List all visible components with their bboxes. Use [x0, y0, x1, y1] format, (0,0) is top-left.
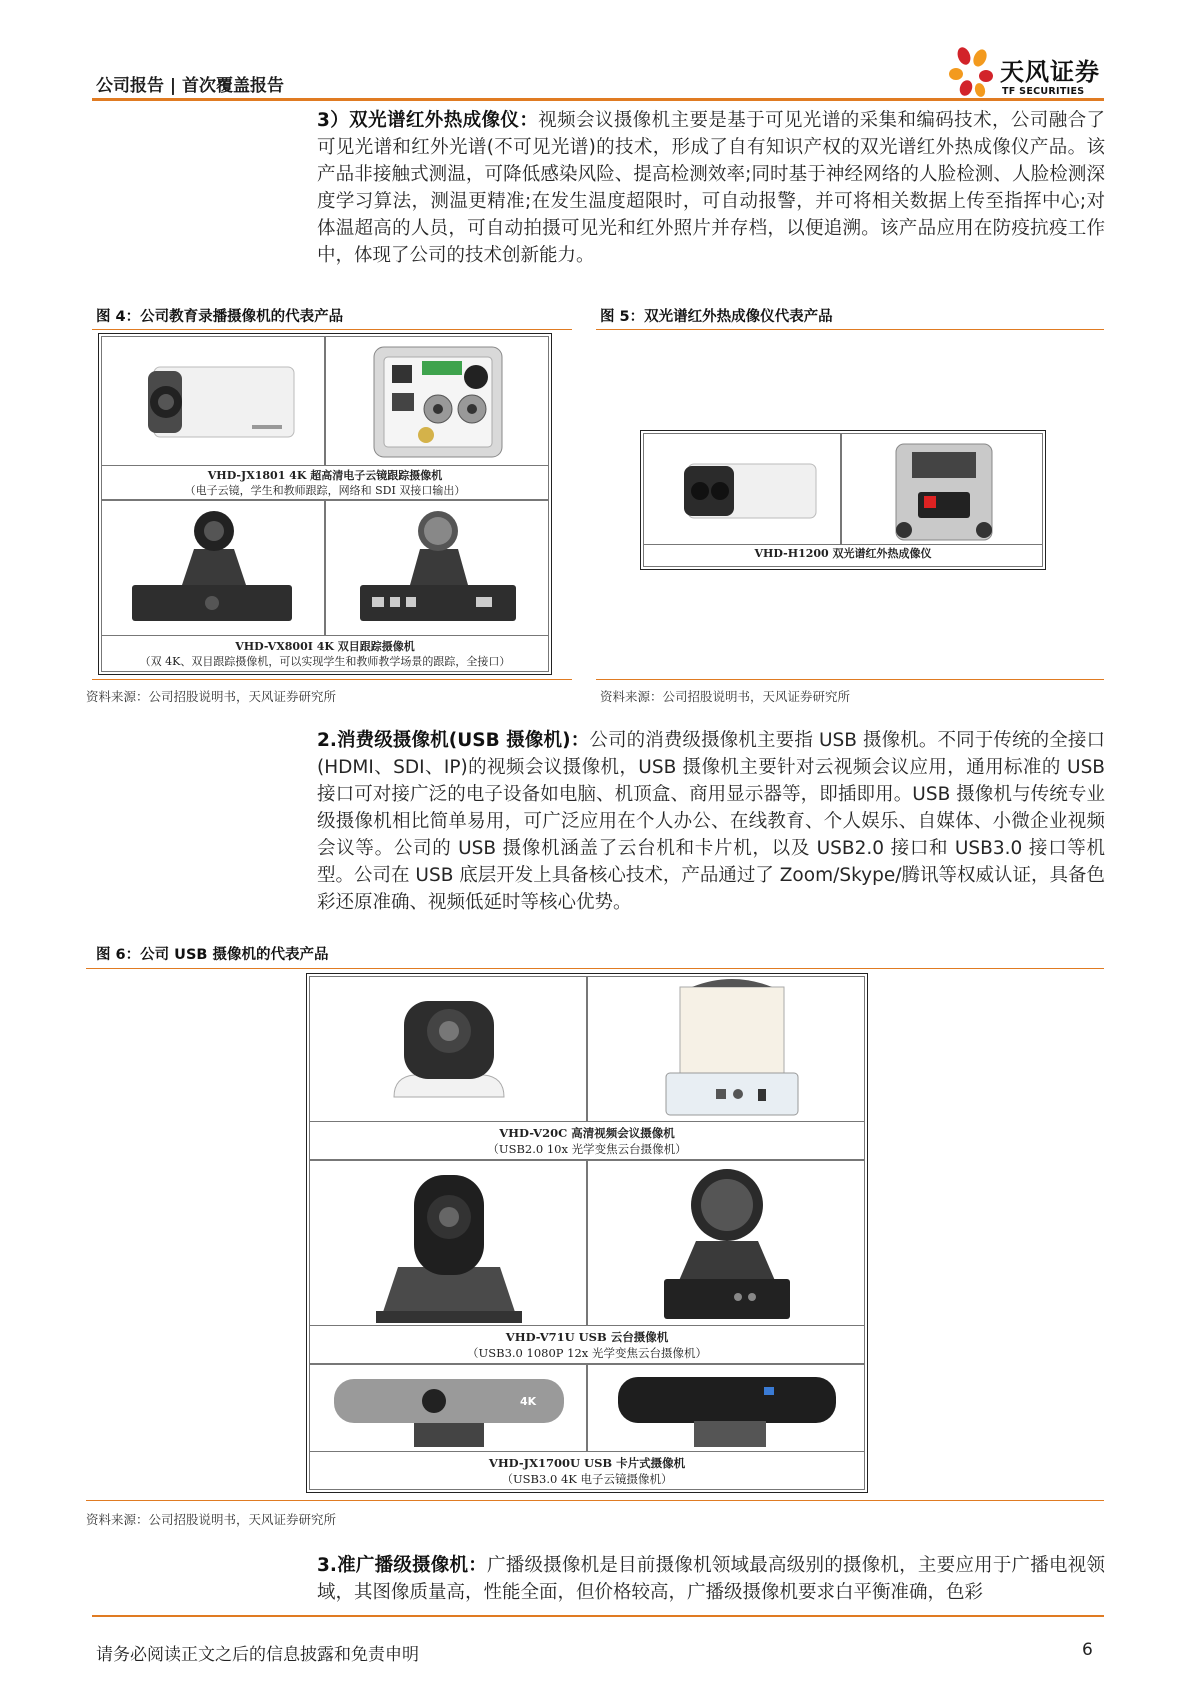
v71u-camera-icon [310, 1161, 588, 1327]
figure-5-rule [596, 329, 1104, 330]
paragraph-consumer-camera [317, 727, 1105, 916]
thermal-camera-front-photo [643, 433, 841, 545]
figure-6-label-1-box [309, 1122, 865, 1160]
v71u-camera-rear-photo [587, 1160, 865, 1326]
figure-6-label-1-title: VHD-V20C 高清视频会议摄像机 [499, 1126, 675, 1140]
ptz-camera-rear-photo [325, 500, 549, 636]
header-divider [92, 98, 1104, 101]
figure-6-label-3-box [309, 1452, 865, 1490]
figure-5-label: VHD-H1200 双光谱红外热成像仪 [643, 545, 1043, 567]
paragraph-text: 广播级摄像机是目前摄像机领域最高级别的摄像机，主要应用于广播电视领域，其图像质量高，性能全面，但价格较高，广播级摄像机要求白平衡准确，色彩 [317, 1555, 1105, 1603]
logo-flower-icon [944, 44, 1000, 100]
figure-6-label-1-sub: （USB2.0 10x 光学变焦云台摄像机） [487, 1142, 687, 1156]
v20c-camera-photo [309, 976, 587, 1122]
figure-6-rule [86, 968, 1104, 969]
jx1700u-camera-icon [310, 1365, 588, 1453]
figure-6-source: 资料来源：公司招股说明书，天风证券研究所 [86, 1512, 337, 1527]
figure-6-label-3-title: VHD-JX1700U USB 卡片式摄像机 [488, 1456, 686, 1470]
figure-4-label-1-sub: （电子云镜，学生和教师跟踪，网络和 SDI 双接口输出） [184, 484, 466, 497]
figure-4-caption: 图 4：公司教育录播摄像机的代表产品 [96, 309, 344, 325]
figure-4-source: 资料来源：公司招股说明书，天风证券研究所 [86, 689, 337, 704]
figure-6-label-3-sub: （USB3.0 4K 电子云镜摄像机） [501, 1472, 673, 1486]
logo-subtitle: TF SECURITIES [1002, 86, 1085, 97]
figure-5-caption: 图 5：双光谱红外热成像仪代表产品 [600, 309, 833, 325]
ptz-camera-rear-icon [326, 501, 550, 637]
figure-4-bottom-rule [92, 679, 572, 680]
figure-6-label-2-box [309, 1326, 865, 1364]
v71u-camera-rear-icon [588, 1161, 866, 1327]
footer-divider [92, 1615, 1104, 1617]
jx1700u-camera-photo [309, 1364, 587, 1452]
figure-6-label-2-sub: （USB3.0 1080P 12x 光学变焦云台摄像机） [467, 1346, 707, 1360]
figure-4-label-2-title: VHD-VX800I 4K 双目跟踪摄像机 [235, 640, 415, 653]
figure-4-image [98, 333, 552, 675]
ptz-camera-icon [102, 501, 326, 637]
jx1700u-camera-rear-icon [588, 1365, 866, 1453]
v71u-camera-photo [309, 1160, 587, 1326]
paragraph-lead: 3）双光谱红外热成像仪： [317, 110, 539, 131]
v20c-camera-rear-photo [587, 976, 865, 1122]
paragraph-text: 视频会议摄像机主要是基于可见光谱的采集和编码技术，公司融合了可见光谱和红外光谱(不可见光谱)的技术，形成了自有知识产权的双光谱红外热成像仪产品。该产品非接触式测温，可降低感染风险、提高检测效率;同时基于神经网络的人脸检测、人脸检测深度学习算法，测温更精准;在发生温度超限时，可自动报警，并可将相关数据上传至指挥中心;对体温超高的人员，可自动拍摄可见光和红外照片并存档，以便追溯。该产品应用在防疫抗疫工作中，体现了公司的技术创新能力。 [317, 110, 1106, 266]
figure-4-label-2-sub: （双 4K、双目跟踪摄像机，可以实现学生和教师教学场景的跟踪，全接口） [139, 655, 511, 668]
footer-disclaimer: 请务必阅读正文之后的信息披露和免责申明 [96, 1645, 419, 1665]
tf-securities-logo [944, 44, 1114, 100]
v20c-camera-rear-icon [588, 977, 866, 1123]
figure-4-label-1 [99, 432, 551, 466]
paragraph-lead: 3.准广播级摄像机： [317, 1555, 488, 1576]
figure-6-image [306, 973, 868, 1493]
figure-6-caption: 图 6：公司 USB 摄像机的代表产品 [96, 947, 329, 963]
figure-6-label-2-title: VHD-V71U USB 云台摄像机 [505, 1330, 669, 1344]
thermal-camera-rear-icon [842, 434, 1044, 546]
thermal-camera-rear-photo [841, 433, 1043, 545]
thermal-camera-icon [644, 434, 842, 546]
paragraph-dual-spectrum [317, 107, 1105, 269]
figure-6-bottom-rule [86, 1500, 1104, 1501]
4k-badge: 4K [520, 1395, 537, 1408]
v20c-camera-icon [310, 977, 588, 1123]
figure-4-label-1-box [101, 466, 549, 500]
figure-4-label-1-title: VHD-JX1801 4K 超高清电子云镜跟踪摄像机 [207, 469, 443, 482]
figure-5-source: 资料来源：公司招股说明书，天风证券研究所 [600, 689, 851, 704]
paragraph-lead: 2.消费级摄像机(USB 摄像机)： [317, 730, 590, 751]
paragraph-text: 公司的消费级摄像机主要指 USB 摄像机。不同于传统的全接口(HDMI、SDI、IP)的视频会议摄像机，USB 摄像机主要针对云视频会议应用，通用标准的 USB 接口可对接广泛的电子设备如电脑、机顶盒、商用显示器等，即插即用。USB 摄像机与传统专业级摄像机相比简单易用，可广泛应用在个人办公、在线教育、个人娱乐、自媒体、小微企业视频会议等。公司的 USB 摄像机涵盖了云台机和卡片机，以及 USB2.0 接口和 USB3.0 接口等机型。公司在 USB 底层开发上具备核心技术，产品通过了 Zoom/Skype/腾讯等权威认证，具备色彩还原准确、视频低延时等核心优势。 [317, 730, 1105, 913]
ptz-camera-photo [101, 500, 325, 636]
figure-5-bottom-rule [596, 679, 1104, 680]
report-type-title: 公司报告 | 首次覆盖报告 [96, 76, 285, 96]
figure-4-rule [92, 329, 572, 330]
figure-4-label-2-box [101, 636, 549, 672]
figure-5-image [640, 430, 1046, 570]
logo-name: 天风证券 [1000, 58, 1100, 86]
page-number: 6 [1082, 1640, 1093, 1660]
jx1700u-camera-rear-photo [587, 1364, 865, 1452]
paragraph-broadcast-camera [317, 1552, 1105, 1606]
